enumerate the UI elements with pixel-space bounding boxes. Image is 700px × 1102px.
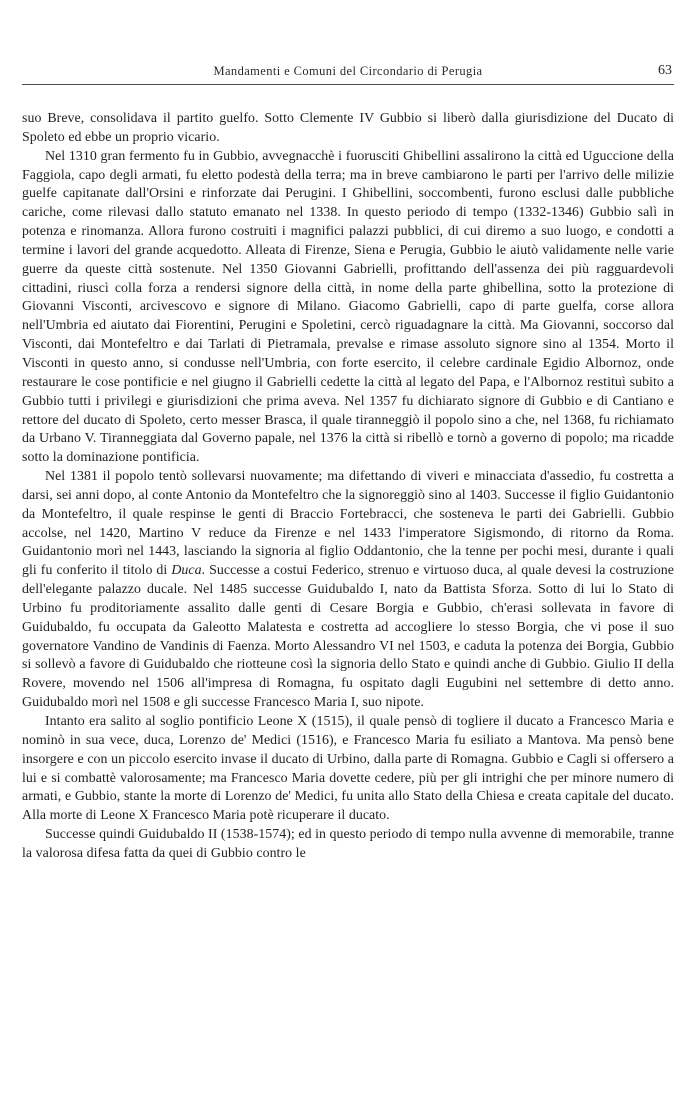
paragraph-1: suo Breve, consolidava il partito guelfo. Sotto Clemente IV Gubbio si liberò dalla giurisdizione del Ducato di Spoleto ed ebbe un proprio vicario.: [22, 111, 674, 145]
paragraph-4: Intanto era salito al soglio pontificio Leone X (1515), il quale pensò di togliere il ducato a Francesco Maria e nominò in sua vece, duca, Lorenzo de' Medici (1516), e Francesco Maria fu esiliato a Mantova. Ma pensò bene insorgere e con un piccolo esercito invase il ducato di Urbino, dalla parte di Romagna. Gubbio e Cagli si offersero a lui e si combattè valorosamente; ma Francesco Maria dovette cedere, più per gli intrighi che per minore numero di armati, e Gubbio, stante la morte di Lorenzo de' Medici, fu unita allo Stato della Chiesa e creata capitale del ducato. Alla morte di Leone X Francesco Maria potè ricuperare il ducato.: [22, 714, 674, 824]
page-number: 63: [658, 63, 672, 78]
paragraph-3: Nel 1381 il popolo tentò sollevarsi nuovamente; ma difettando di viveri e minacciata d'assedio, fu costretta a darsi, sei anni dopo, al conte Antonio da Montefeltro che la signoreggiò sino al 1403. Successe il figlio Guidantonio da Montefeltro, il quale respinse le genti di Braccio Fortebracci, che sosteneva le parti dei Gabrielli. Gubbio accolse, nel 1420, Martino V reduce da Firenze e nel 1433 l'imperatore Sigismondo, di ritorno da Roma. Guidantonio morì nel 1443, lasciando la signoria al figlio Oddantonio, che la tenne per pochi mesi, durante i quali gli fu conferito il titolo di Duca. Successe a costui Federico, strenuo e virtuoso duca, al quale devesi la costruzione dell'elegante palazzo ducale. Nel 1485 successe Guidubaldo I, nato da Battista Sforza. Sotto di lui lo Stato di Urbino fu proditoriamente assalito dalle genti di Cesare Borgia e Gubbio, ch'erasi sollevata in favore di Guidubaldo, fu occupata da Galeotto Malatesta e costretta ad accogliere lo stesso Borgia, che vi pose il suo governatore Vandino de Vandinis di Faenza. Morto Alessandro VI nel 1503, e caduta la potenza dei Borgia, Gubbio si sollevò a favore di Guidubaldo che riotteune così la signoria dello Stato e quindi anche di Gubbio. Giulio II della Rovere, movendo nel 1506 all'impresa di Romagna, fu ospitato dagli Eugubini nel settembre di detto anno. Guidubaldo morì nel 1508 e gli successe Francesco Maria I, suo nipote.: [22, 469, 674, 711]
running-head: [22, 62, 674, 85]
running-head-title: Mandamenti e Comuni del Circondario di Perugia: [213, 64, 483, 78]
paragraph-2: Nel 1310 gran fermento fu in Gubbio, avvegnacchè i fuorusciti Ghibellini assalirono la città ed Uguccione della Faggiola, capo degli armati, fu eletto podestà della terra; ma in breve cambiarono le parti per l'arrivo delle milizie guelfe capitanate dall'Orsini e rinforzate dai Perugini. I Ghibellini, soccombenti, furono esclusi dalle pubbliche cariche, come rilevasi dallo statuto emanato nel 1338. In questo periodo di tempo (1332-1346) Gubbio salì in potenza e rinomanza. Allora furono costruiti i magnifici palazzi pubblici, di cui diremo a suo luogo, e condotti a termine i lavori del grande acquedotto. Alleata di Firenze, Siena e Perugia, Gubbio le aiutò validamente nelle varie guerre da queste città sostenute. Nel 1350 Giovanni Gabrielli, profittando dell'assenza dei più ragguardevoli cittadini, riuscì colla forza a rendersi signore della città, in nome della parte ghibellina, sotto la protezione di Giovanni Visconti, arcivescovo e signore di Milano. Giacomo Gabrielli, capo di parte guelfa, corse allora nell'Umbria ed aiutato dai Fiorentini, Perugini e Spoletini, cercò riguadagnare la città. Ma Giovanni, soccorso dal Visconti, dai Montefeltro e dai Tarlati di Pietramala, prevalse e rimase assoluto signore sino al 1354. Morto il Visconti in questo anno, si condusse nell'Umbria, con forte esercito, il celebre cardinale Egidio Albornoz, onde restaurare le cose pontificie e nel giugno il Gabrielli cedette la città al legato del Papa, e l'Albornoz restituì subito a Gubbio tutti i privilegi e giurisdizioni che prima aveva. Nel 1357 fu dichiarato signore di Gubbio e di Cantiano e rettore del ducato di Spoleto, certo messer Brasca, il quale tiranneggiò il popolo sino a che, nel 1368, fu richiamato da Urbano V. Tiranneggiata dal Governo papale, nel 1376 la città si ribellò e tornò a governo di popolo; ma ricadde sotto la dominazione pontificia.: [22, 148, 674, 466]
italic-duca: Duca: [171, 563, 202, 579]
paragraph-5: Successe quindi Guidubaldo II (1538-1574); ed in questo periodo di tempo nulla avvenne di memorabile, tranne la valorosa difesa fatta da quei di Gubbio contro le: [22, 827, 674, 861]
body-text: [22, 110, 674, 864]
